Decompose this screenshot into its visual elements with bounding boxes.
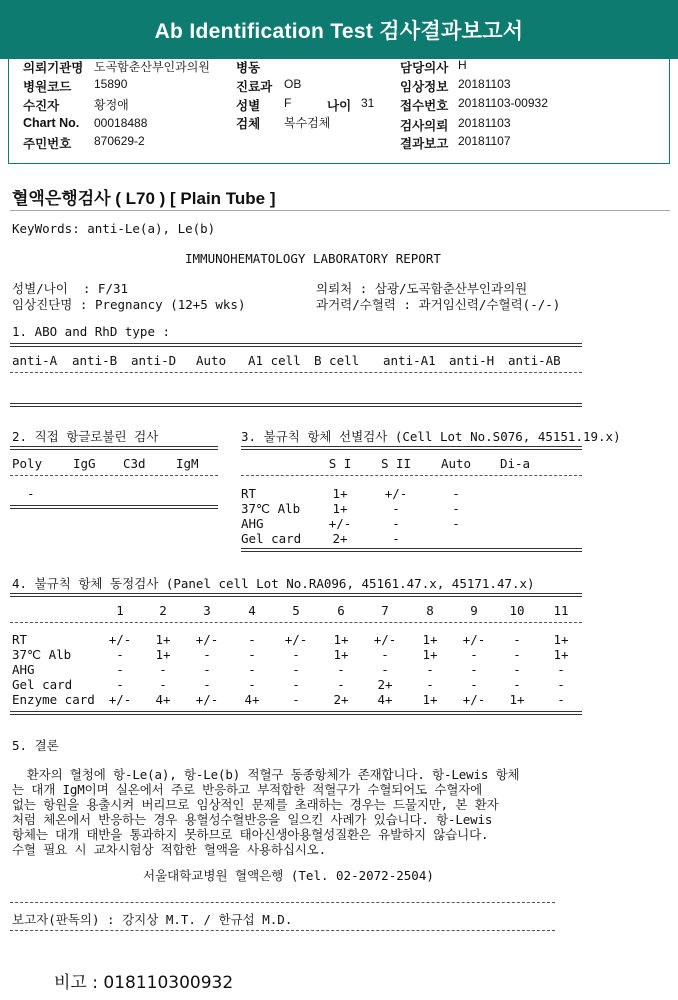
panel-row-label: AHG bbox=[12, 662, 35, 677]
dept-label: 진료과 bbox=[236, 80, 273, 94]
section3-mid-rule bbox=[241, 475, 582, 476]
panel-cell: - bbox=[381, 662, 389, 677]
screen-row-label: RT bbox=[241, 486, 257, 501]
screen-row-label: Gel card bbox=[241, 531, 302, 546]
conclusion-line: 처럼 체온에서 반응하는 경우 용혈성수혈반응을 일으킨 사례가 있습니다. 항-Lewis bbox=[12, 812, 493, 827]
panel-row-label: Gel card bbox=[12, 677, 73, 692]
age-value: 31 bbox=[361, 96, 375, 110]
report-banner-title: Ab Identification Test 검사결과보고서 bbox=[0, 0, 678, 59]
diagnosis-info: 임상진단명 : Pregnancy (12+5 wks) bbox=[12, 297, 246, 312]
chart-value: 00018488 bbox=[94, 116, 148, 130]
dat-header-2: IgG bbox=[73, 456, 96, 471]
panel-cell: - bbox=[203, 677, 211, 692]
panel-cell: - bbox=[248, 662, 256, 677]
panel-cell: - bbox=[159, 677, 167, 692]
abo-header-8: anti-H bbox=[449, 353, 495, 368]
screen-cell: 1+ bbox=[332, 501, 348, 516]
panel-header-5: 5 bbox=[292, 603, 300, 618]
panel-cell: - bbox=[426, 677, 434, 692]
panel-cell: - bbox=[292, 677, 300, 692]
reporter: 보고자(판독의) : 강지상 M.T. / 한규섭 M.D. bbox=[12, 912, 293, 927]
signature-top-rule bbox=[10, 902, 555, 903]
panel-cell: - bbox=[513, 677, 521, 692]
screen-cell: 2+ bbox=[332, 531, 348, 546]
request-label: 검사의뢰 bbox=[400, 119, 449, 133]
panel-cell: - bbox=[470, 677, 478, 692]
rrn-label: 주민번호 bbox=[23, 137, 72, 151]
ward-label: 병동 bbox=[236, 61, 261, 75]
panel-cell: +/- bbox=[462, 692, 486, 707]
panel-cell: - bbox=[381, 647, 389, 662]
panel-cell: 4+ bbox=[377, 692, 393, 707]
request-value: 20181103 bbox=[458, 116, 511, 130]
abo-header-7: anti-A1 bbox=[383, 353, 436, 368]
panel-cell: - bbox=[292, 647, 300, 662]
hospital-code-label: 병원코드 bbox=[23, 80, 72, 94]
screen-row-label: 37℃ Alb bbox=[241, 501, 301, 516]
abo-header-5: A1 cell bbox=[248, 353, 301, 368]
screen-cell: +/- bbox=[328, 516, 352, 531]
panel-header-1: 1 bbox=[116, 603, 124, 618]
panel-cell: 4+ bbox=[244, 692, 260, 707]
panel-cell: 2+ bbox=[377, 677, 393, 692]
sex-value: F bbox=[284, 96, 292, 110]
panel-cell: +/- bbox=[108, 632, 132, 647]
panel-row-label: RT bbox=[12, 632, 28, 647]
section2-bottom-rule bbox=[10, 505, 218, 509]
panel-header-11: 11 bbox=[553, 603, 569, 618]
receipt-value: 20181103-00932 bbox=[458, 96, 548, 110]
section4-mid-rule bbox=[10, 622, 582, 623]
panel-cell: - bbox=[203, 662, 211, 677]
abo-header-3: anti-D bbox=[131, 353, 177, 368]
panel-cell: +/- bbox=[284, 632, 308, 647]
hospital-code-value: 15890 bbox=[94, 77, 128, 91]
dat-header-4: IgM bbox=[176, 456, 199, 471]
panel-cell: 1+ bbox=[553, 647, 569, 662]
panel-cell: - bbox=[292, 692, 300, 707]
clinical-value: 20181103 bbox=[458, 77, 511, 91]
dept-value: OB bbox=[284, 77, 302, 91]
panel-header-4: 4 bbox=[248, 603, 256, 618]
section1-bottom-rule bbox=[10, 403, 582, 407]
panel-cell: 4+ bbox=[155, 692, 171, 707]
abo-header-2: anti-B bbox=[72, 353, 118, 368]
screen-cell: - bbox=[452, 501, 460, 516]
panel-cell: 1+ bbox=[422, 692, 438, 707]
panel-header-7: 7 bbox=[381, 603, 389, 618]
report-date-value: 20181107 bbox=[458, 134, 511, 148]
abo-header-1: anti-A bbox=[12, 353, 58, 368]
screen-cell: - bbox=[392, 531, 400, 546]
section4-title: 4. 불규칙 항체 동정검사 (Panel cell Lot No.RA096, 45161.47.x, 45171.47.x) bbox=[12, 576, 535, 591]
panel-header-3: 3 bbox=[203, 603, 211, 618]
panel-cell: 1+ bbox=[333, 632, 349, 647]
keywords: KeyWords: anti-Le(a), Le(b) bbox=[12, 221, 216, 236]
panel-cell: - bbox=[337, 662, 345, 677]
panel-cell: - bbox=[470, 647, 478, 662]
panel-cell: - bbox=[248, 677, 256, 692]
section4-top-rule bbox=[10, 593, 582, 597]
panel-cell: +/- bbox=[108, 692, 132, 707]
panel-cell: - bbox=[426, 662, 434, 677]
panel-cell: +/- bbox=[373, 632, 397, 647]
section1-title: 1. ABO and RhD type : bbox=[12, 324, 171, 339]
section2-top-rule bbox=[10, 446, 218, 450]
screen-header-3: Auto bbox=[440, 456, 472, 471]
panel-cell: +/- bbox=[195, 692, 219, 707]
conclusion-line: 항체는 대개 태반을 통과하지 못하므로 태아신생아용혈성질환은 유발하지 않습니다. bbox=[12, 827, 489, 842]
panel-cell: - bbox=[513, 647, 521, 662]
screen-row-label: AHG bbox=[241, 516, 264, 531]
referrer-info: 의뢰처 : 삼광/도곡함춘산부인과의원 bbox=[316, 281, 528, 296]
screen-cell: 1+ bbox=[332, 486, 348, 501]
panel-cell: 1+ bbox=[333, 647, 349, 662]
screen-header-1: S I bbox=[328, 456, 352, 471]
signature-bottom-rule bbox=[10, 930, 555, 931]
section2-title: 2. 직접 항글로불린 검사 bbox=[12, 429, 159, 444]
remark: 비고 : 018110300932 bbox=[54, 973, 234, 993]
doctor-value: H bbox=[458, 58, 467, 72]
section5-title: 5. 결론 bbox=[12, 738, 59, 753]
sex-age-info: 성별/나이 : F/31 bbox=[12, 281, 129, 296]
panel-cell: 1+ bbox=[422, 647, 438, 662]
screen-cell: - bbox=[392, 516, 400, 531]
panel-cell: - bbox=[557, 692, 565, 707]
section1-mid-rule bbox=[10, 372, 582, 373]
screen-cell: - bbox=[452, 516, 460, 531]
panel-cell: - bbox=[513, 632, 521, 647]
screen-header-4: Di-a bbox=[499, 456, 531, 471]
panel-cell: - bbox=[116, 677, 124, 692]
sex-label: 성별 bbox=[236, 99, 261, 113]
section3-bottom-rule bbox=[241, 548, 582, 552]
panel-cell: 1+ bbox=[155, 647, 171, 662]
age-label: 나이 bbox=[327, 99, 352, 113]
abo-header-9: anti-AB bbox=[508, 353, 561, 368]
panel-cell: - bbox=[557, 662, 565, 677]
panel-cell: - bbox=[116, 662, 124, 677]
panel-cell: - bbox=[470, 662, 478, 677]
section3-title: 3. 불규칙 항체 선별검사 (Cell Lot No.S076, 45151.19.x) bbox=[241, 429, 621, 444]
doctor-label: 담당의사 bbox=[400, 61, 449, 75]
signature: 서울대학교병원 혈액은행 (Tel. 02-2072-2504) bbox=[143, 868, 434, 883]
section2-result: - bbox=[27, 486, 35, 501]
title-divider bbox=[10, 210, 670, 211]
test-title: 혈액은행검사 ( L70 ) [ Plain Tube ] bbox=[12, 189, 276, 208]
inst-value: 도곡함춘산부인과의원 bbox=[94, 60, 210, 74]
screen-cell: - bbox=[392, 501, 400, 516]
panel-cell: - bbox=[337, 677, 345, 692]
panel-cell: - bbox=[248, 647, 256, 662]
dat-header-3: C3d bbox=[123, 456, 146, 471]
panel-cell: - bbox=[203, 647, 211, 662]
chart-label: Chart No. bbox=[23, 116, 80, 130]
abo-header-4: Auto bbox=[196, 353, 227, 368]
dat-header-1: Poly bbox=[12, 456, 43, 471]
history-info: 과거력/수혈력 : 과거임신력/수혈력(-/-) bbox=[316, 297, 561, 312]
panel-row-label: Enzyme card bbox=[12, 692, 95, 707]
report-date-label: 결과보고 bbox=[400, 137, 449, 151]
conclusion-line: 는 대개 IgM이며 실온에서 주로 반응하고 부적합한 적혈구가 수혈되어도 수혈자에 bbox=[12, 782, 483, 797]
section2-mid-rule bbox=[10, 475, 218, 476]
panel-cell: 1+ bbox=[155, 632, 171, 647]
panel-cell: 2+ bbox=[333, 692, 349, 707]
panel-header-2: 2 bbox=[159, 603, 167, 618]
patient-label: 수진자 bbox=[23, 99, 60, 113]
panel-cell: - bbox=[116, 647, 124, 662]
panel-row-label: 37℃ Alb bbox=[12, 647, 72, 662]
section1-top-rule bbox=[10, 343, 582, 347]
abo-header-6: B cell bbox=[314, 353, 360, 368]
panel-cell: - bbox=[513, 662, 521, 677]
conclusion-line: 환자의 혈청에 항-Le(a), 항-Le(b) 적혈구 동종항체가 존재합니다. 항-Lewis 항체 bbox=[12, 767, 520, 782]
conclusion-line: 없는 항원을 용출시켜 버리므로 임상적인 문제를 초래하는 경우는 드물지만, 본 환자 bbox=[12, 797, 499, 812]
clinical-label: 임상정보 bbox=[400, 80, 449, 94]
screen-cell: - bbox=[452, 486, 460, 501]
section4-bottom-rule bbox=[10, 711, 582, 715]
panel-cell: +/- bbox=[462, 632, 486, 647]
panel-cell: 1+ bbox=[422, 632, 438, 647]
patient-value: 황정애 bbox=[94, 98, 129, 112]
panel-cell: - bbox=[159, 662, 167, 677]
panel-cell: 1+ bbox=[553, 632, 569, 647]
panel-cell: 1+ bbox=[509, 692, 525, 707]
section3-top-rule bbox=[241, 446, 582, 450]
receipt-label: 접수번호 bbox=[400, 99, 449, 113]
panel-header-8: 8 bbox=[426, 603, 434, 618]
panel-cell: - bbox=[557, 677, 565, 692]
panel-cell: - bbox=[248, 632, 256, 647]
inst-label: 의뢰기관명 bbox=[23, 61, 84, 75]
panel-header-9: 9 bbox=[470, 603, 478, 618]
rrn-value: 870629-2 bbox=[94, 134, 145, 148]
panel-cell: +/- bbox=[195, 632, 219, 647]
screen-cell: +/- bbox=[384, 486, 408, 501]
specimen-value: 복수검체 bbox=[284, 116, 331, 130]
specimen-label: 검체 bbox=[236, 117, 261, 131]
panel-header-6: 6 bbox=[337, 603, 345, 618]
screen-header-2: S II bbox=[380, 456, 412, 471]
panel-cell: - bbox=[292, 662, 300, 677]
conclusion-line: 수혈 필요 시 교차시험상 적합한 혈액을 사용하십시오. bbox=[12, 842, 326, 857]
report-title: IMMUNOHEMATOLOGY LABORATORY REPORT bbox=[185, 251, 441, 266]
panel-header-10: 10 bbox=[509, 603, 525, 618]
